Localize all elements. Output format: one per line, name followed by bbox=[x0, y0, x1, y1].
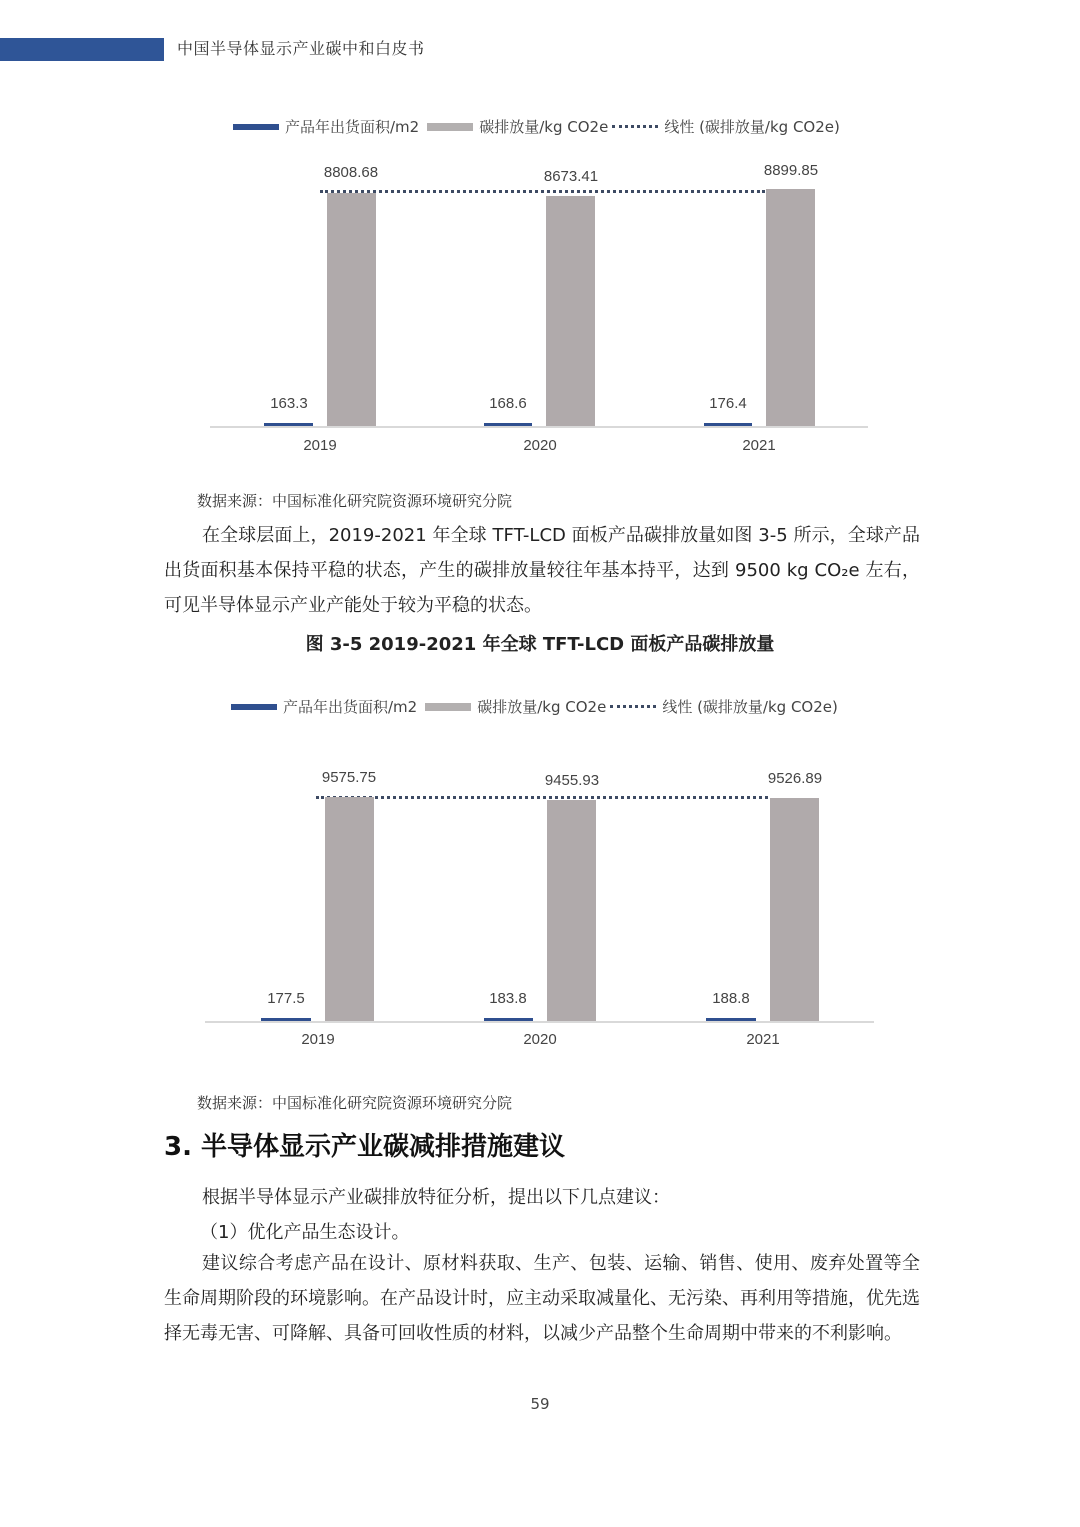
chart-2-label-emission-2019: 9575.75 bbox=[321, 769, 377, 786]
chart-2-label-area-2020: 183.8 bbox=[489, 990, 527, 1007]
chart-1-label-emission-2020: 8673.41 bbox=[543, 168, 599, 185]
chart-1-x-axis bbox=[210, 426, 868, 428]
chart-1-label-emission-2021: 8899.85 bbox=[763, 162, 819, 179]
chart-1-label-emission-2019: 8808.68 bbox=[323, 164, 379, 181]
chart-2-bar-emission-2019 bbox=[325, 797, 374, 1022]
legend-label-trend: 线性 (碳排放量/kg CO2e) bbox=[662, 698, 838, 716]
section-heading: 3. 半导体显示产业碳减排措施建议 bbox=[164, 1132, 566, 1162]
legend-label-emission: 碳排放量/kg CO2e bbox=[479, 118, 609, 136]
chart-2-label-emission-2021: 9526.89 bbox=[767, 770, 823, 787]
chart-1-label-area-2021: 176.4 bbox=[709, 395, 747, 412]
chart-1-bar-emission-2019 bbox=[327, 193, 376, 427]
list-item-1: （1）优化产品生态设计。 bbox=[200, 1222, 410, 1243]
legend-swatch-emission bbox=[425, 703, 471, 711]
legend-label-area: 产品年出货面积/m2 bbox=[283, 698, 418, 716]
legend-label-area: 产品年出货面积/m2 bbox=[285, 118, 420, 136]
legend-swatch-emission bbox=[427, 123, 473, 131]
legend-label-trend: 线性 (碳排放量/kg CO2e) bbox=[664, 118, 840, 136]
document-title: 中国半导体显示产业碳中和白皮书 bbox=[177, 39, 425, 58]
chart-1-tick-2019: 2019 bbox=[303, 437, 337, 454]
chart-2-label-area-2019: 177.5 bbox=[267, 990, 305, 1007]
chart-2-label-emission-2020: 9455.93 bbox=[544, 772, 600, 789]
chart-1-legend bbox=[233, 116, 840, 137]
body-paragraph-1: 在全球层面上，2019-2021 年全球 TFT-LCD 面板产品碳排放量如图 3-5 所示，全球产品出货面积基本保持平稳的状态，产生的碳排放量较往年基本持平，达到 9500 kg CO₂e 左右，可见半导体显示产业产能处于较为平稳的状态。 bbox=[164, 525, 920, 616]
header-accent-bar bbox=[0, 38, 164, 61]
chart-2-label-area-2021: 188.8 bbox=[712, 990, 750, 1007]
chart-1-bar-emission-2020 bbox=[546, 196, 595, 427]
chart-2-tick-2021: 2021 bbox=[746, 1031, 780, 1048]
legend-swatch-trend bbox=[610, 705, 656, 708]
chart-2-legend bbox=[231, 696, 838, 717]
chart-2-tick-2020: 2020 bbox=[523, 1031, 557, 1048]
chart-1-trendline bbox=[320, 190, 765, 193]
chart-2-source: 数据来源：中国标准化研究院资源环境研究分院 bbox=[197, 1094, 513, 1112]
chart-1-tick-2021: 2021 bbox=[742, 437, 776, 454]
chart-2-bar-emission-2020 bbox=[547, 800, 596, 1022]
body-paragraph-2: 建议综合考虑产品在设计、原材料获取、生产、包装、运输、销售、使用、废弃处置等全生命周期阶段的环境影响。在产品设计时，应主动采取减量化、无污染、再利用等措施，优先选择无毒无害、可降解、具备可回收性质的材料，以减少产品整个生命周期中带来的不利影响。 bbox=[164, 1253, 920, 1344]
legend-swatch-area bbox=[233, 124, 279, 130]
legend-swatch-area bbox=[231, 704, 277, 710]
chart-2-bar-emission-2021 bbox=[770, 798, 819, 1022]
chart-1-label-area-2020: 168.6 bbox=[489, 395, 527, 412]
chart-2-trendline bbox=[316, 796, 768, 799]
legend-label-emission: 碳排放量/kg CO2e bbox=[477, 698, 607, 716]
chart-1-label-area-2019: 163.3 bbox=[270, 395, 308, 412]
intro-line: 根据半导体显示产业碳排放特征分析，提出以下几点建议： bbox=[202, 1187, 670, 1208]
chart-1-bar-emission-2021 bbox=[766, 189, 815, 427]
legend-swatch-trend bbox=[612, 125, 658, 128]
chart-2-tick-2019: 2019 bbox=[301, 1031, 335, 1048]
page-number: 59 bbox=[530, 1395, 550, 1413]
chart-2-x-axis bbox=[205, 1021, 874, 1023]
chart-1-tick-2020: 2020 bbox=[523, 437, 557, 454]
chart-1-source: 数据来源：中国标准化研究院资源环境研究分院 bbox=[197, 492, 513, 510]
figure-caption: 图 3-5 2019-2021 年全球 TFT-LCD 面板产品碳排放量 bbox=[305, 634, 775, 655]
